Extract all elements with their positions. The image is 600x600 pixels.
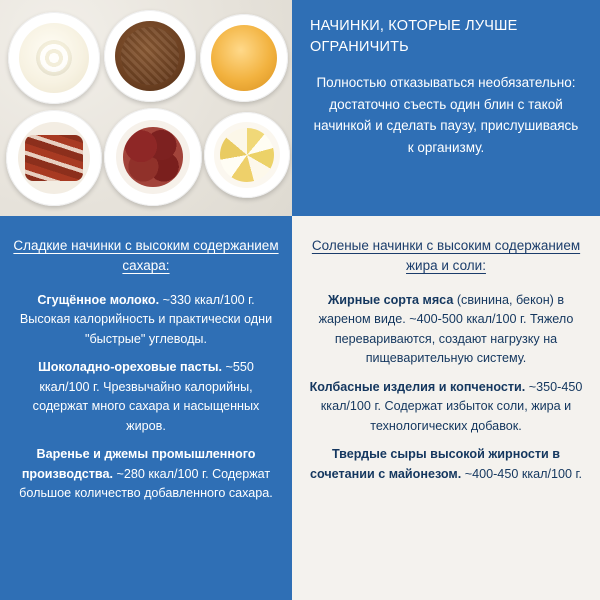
list-item <box>304 378 588 437</box>
bacon-strips <box>25 135 83 182</box>
bowl-jam <box>200 14 288 102</box>
bowl-inner <box>214 122 279 187</box>
bowl-inner <box>115 21 185 91</box>
bowl-bacon <box>6 110 102 206</box>
intro-paragraph: Полностью отказываться необязательно: достаточно съесть один блин с такой начинкой и сделать паузу, прислушиваясь к организму. <box>313 75 579 155</box>
entry-name: Жирные сорта мяса <box>327 292 454 307</box>
cheese-wedges <box>220 128 275 183</box>
bowl-inner <box>19 23 89 93</box>
bowl-inner <box>18 122 91 195</box>
entry-name: Варенье и джемы промышленного производства. <box>21 447 256 481</box>
bowl-cheese <box>204 112 290 198</box>
bowl-inner <box>211 25 278 92</box>
top-section <box>0 0 600 216</box>
sweet-fillings-heading: Сладкие начинки с высоким содержанием сахара: <box>13 238 279 274</box>
sweet-fillings-column <box>0 216 292 600</box>
page-title: НАЧИНКИ, КОТОРЫЕ ЛУЧШЕ ОГРАНИЧИТЬ <box>310 18 518 56</box>
entry-text: ~280 ккал/100 г. Содержат большое количество добавленного сахара. <box>19 466 273 501</box>
bottom-section <box>0 216 600 600</box>
salami-slices <box>123 127 183 187</box>
list-item <box>12 445 280 504</box>
entry-text: ~550 ккал/100 г. Чрезвычайно калорийны, содержат много сахара и насыщенных жиров. <box>32 360 260 433</box>
salty-fillings-column <box>292 216 600 600</box>
bowl-inner <box>116 120 190 194</box>
entry-name: Твердые сыры высокой жирности в сочетании с майонезом. <box>309 447 561 481</box>
list-item <box>12 358 280 436</box>
entry-text: ~400-450 ккал/100 г. <box>461 466 583 481</box>
list-item <box>304 445 588 484</box>
entry-name: Колбасные изделия и копчености. <box>309 379 526 394</box>
entry-text: (свинина, бекон) в жареном виде. ~400-500 ккал/100 г. Тяжело перевариваются, создают нагрузку на пищеварительную систему. <box>318 292 574 366</box>
entry-text: ~330 ккал/100 г. Высокая калорийность и практически одни "быстрые" углеводы. <box>19 292 273 346</box>
list-item <box>12 291 280 350</box>
entry-name: Шоколадно-ореховые пасты. <box>38 360 223 375</box>
bowl-sausage <box>104 108 202 206</box>
list-item <box>304 291 588 369</box>
top-text-block <box>292 0 600 216</box>
entry-name: Сгущённое молоко. <box>37 292 160 307</box>
entry-text: ~350-450 ккал/100 г. Содержат избыток соли, жира и технологических добавок. <box>320 379 583 433</box>
swirl-shape <box>36 40 72 76</box>
bowl-condensed-milk <box>8 12 100 104</box>
bowl-chocolate-paste <box>104 10 196 102</box>
salty-fillings-heading: Соленые начинки с высоким содержанием жира и соли: <box>311 238 581 274</box>
food-bowls-photo <box>0 0 292 216</box>
